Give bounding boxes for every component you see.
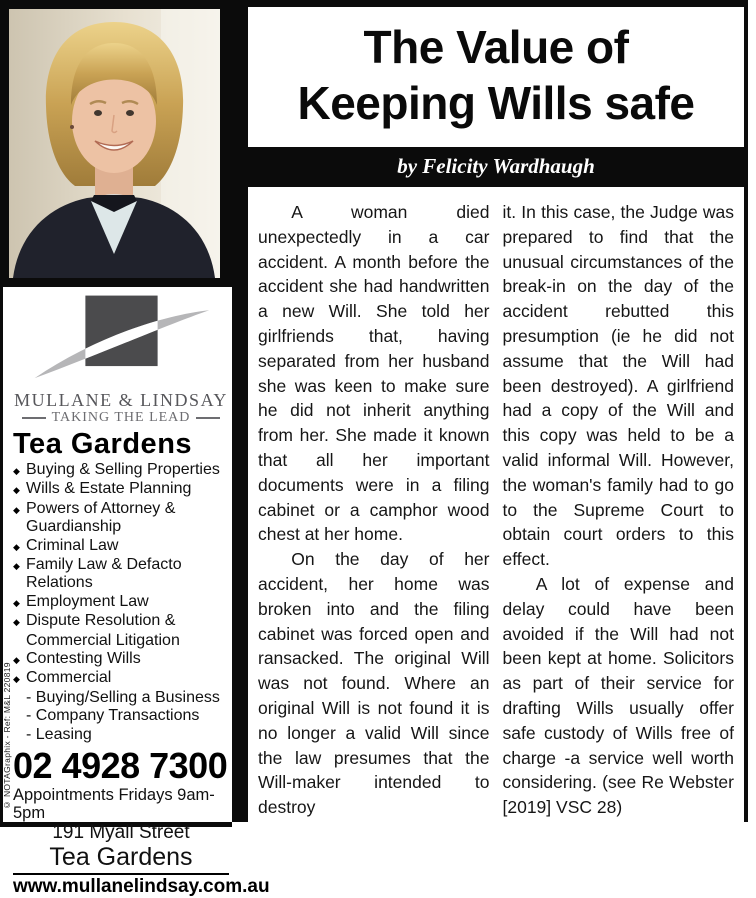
service-item: [13, 556, 229, 593]
service-item: [13, 669, 229, 688]
service-label: Buying & Selling Properties: [26, 461, 220, 478]
diamond-bullet-icon: ◆: [13, 617, 20, 628]
address-town: Tea Gardens: [49, 843, 193, 872]
designer-credit: © NOTAGraphix - Ref: M&L 220819: [2, 662, 12, 810]
article-column-2: [503, 200, 735, 820]
diamond-bullet-icon: ◆: [13, 655, 20, 666]
diamond-bullet-icon: ◆: [13, 561, 20, 572]
firm-tagline: [13, 410, 229, 426]
phone-number: 02 4928 7300: [13, 745, 228, 787]
byline: by Felicity Wardhaugh: [397, 154, 595, 178]
service-label: Criminal Law: [26, 536, 119, 554]
service-item: [13, 500, 229, 537]
sub-service-item: - Company Transactions: [26, 707, 200, 725]
service-item: [13, 593, 229, 612]
title-line-2: Keeping Wills safe: [297, 77, 695, 129]
service-label: Commercial: [26, 669, 112, 687]
firm-logo: [13, 293, 229, 426]
paragraph: A woman died unexpectedly in a car accident. A month before the accident she had handwritten a new Will. She told her girlfriends that, having separated from her husband she was keen to make sure he did not inherit anything from her. She made it known that all her important documents were in a filing cabinet or a camphor wood chest at her home.: [258, 202, 490, 545]
paragraph: it. In this case, the Judge was prepared to find that the unusual circumstances of the break-in on the day of the accident rebutted this presumption (ie he did not assume that the Will had been destroyed). A girlfriend had a copy of the Will and this copy was held to be a valid informal Will. However, the woman's family had to go to the Supreme Court to obtain court orders to this effect.: [502, 202, 734, 570]
article-panel: [232, 0, 756, 827]
service-label: Contesting Wills: [26, 650, 141, 668]
service-label: Employment Law: [26, 592, 149, 610]
service-label: Dispute Resolution &: [26, 612, 176, 630]
ad-content: [0, 287, 270, 898]
service-item: [13, 612, 229, 631]
service-item: [13, 650, 229, 669]
tagline-dash-left: [22, 417, 46, 419]
ad-panel: [0, 0, 270, 898]
tagline-text: TAKING THE LEAD: [51, 410, 191, 425]
portrait-photo-frame: [0, 0, 232, 287]
service-label: Powers of Attorney & Guardianship: [26, 499, 176, 536]
diamond-bullet-icon: ◆: [13, 485, 20, 496]
byline-bar: [248, 147, 744, 187]
appointments-note: Appointments Fridays 9am-5pm: [13, 786, 215, 823]
diamond-bullet-icon: ◆: [13, 466, 20, 476]
firm-name: MULLANE & LINDSAY: [14, 390, 228, 410]
tagline-dash-right: [196, 417, 220, 419]
swoosh-logo-icon: [19, 293, 224, 385]
address-street: 191 Myall Street: [52, 822, 190, 844]
paragraph: On the day of her accident, her home was broken into and the filing cabinet was forced open and ransacked. The original Will was not found. Where an original Will is not found it is no longer a valid Will since the law presumes that the Will-maker intended to destroy: [258, 549, 490, 818]
article-frame: [232, 0, 748, 822]
article-column-1: [258, 200, 490, 820]
diamond-bullet-icon: ◆: [13, 541, 20, 552]
diamond-bullet-icon: ◆: [13, 504, 20, 515]
paragraph: A lot of expense and delay could have been avoided if the Will had not been kept at home. Solicitors as part of their service for drafting Wills usually offer safe custody of Wills free of charge -a service well worth considering. (see Re Webster [2019] VSC 28): [502, 573, 734, 818]
article-body: [248, 187, 744, 830]
service-label: Wills & Estate Planning: [26, 480, 192, 498]
website-url: www.mullanelindsay.com.au: [13, 873, 229, 898]
service-item: [13, 461, 229, 480]
service-label: Family Law & Defacto Relations: [26, 556, 182, 592]
portrait-photo: [9, 9, 220, 278]
sub-service-item: - Buying/Selling a Business: [26, 688, 220, 706]
article-title: [248, 7, 744, 147]
service-item: [13, 537, 229, 556]
diamond-bullet-icon: ◆: [13, 597, 20, 608]
sub-service-item: - Leasing: [26, 725, 92, 743]
diamond-bullet-icon: ◆: [13, 674, 20, 685]
service-label-continuation: Commercial Litigation: [26, 631, 180, 649]
service-item: [13, 480, 229, 499]
location-heading: Tea Gardens: [13, 428, 193, 460]
title-line-1: The Value of: [363, 21, 629, 73]
